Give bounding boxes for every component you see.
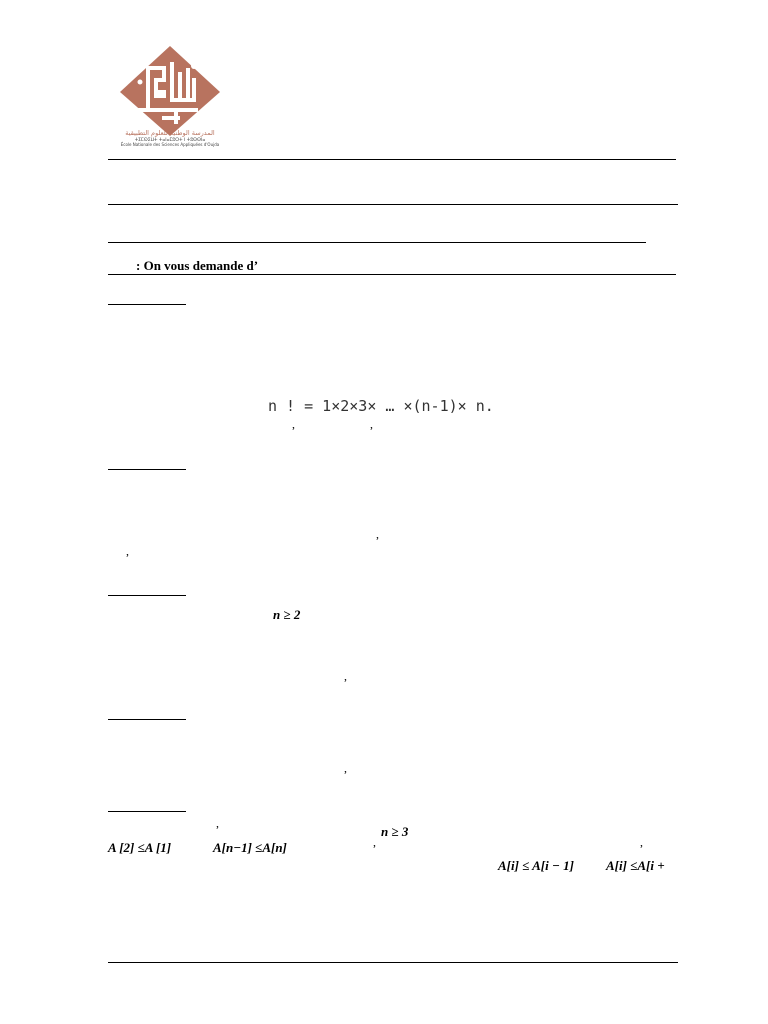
exercise-4-heading-underline	[108, 719, 186, 720]
school-logo	[108, 44, 232, 148]
comma-mark: ,	[126, 544, 129, 558]
instructions-underline	[108, 274, 676, 275]
math-n-ge-3: n ≥ 3	[381, 824, 409, 839]
logo-tifinagh-text: ⵜⵉⵎⵙⵉⵡⵜ ⵜⴰⵏⴰⵎⵓⵔⵜ ⵏ ⵜⵓⵙⵙⵏⴰ	[134, 138, 206, 143]
instructions-text: : On vous demande d’	[136, 258, 259, 273]
comma-mark: ,	[292, 417, 295, 431]
header-rule-2	[108, 204, 678, 205]
instructions-line	[136, 258, 258, 273]
comma-mark: ,	[640, 835, 643, 849]
math-ordering-start: A [2] ≤A [1]	[108, 840, 172, 855]
exercise-1-heading-underline	[108, 304, 186, 305]
exercise-3-heading-underline	[108, 595, 186, 596]
comma-mark: ,	[216, 816, 219, 830]
comma-mark: ,	[344, 669, 347, 683]
exercise-2-heading-underline	[108, 469, 186, 470]
footer-rule	[108, 962, 678, 963]
math-local-condition-right: A[i] ≤A[i +	[606, 858, 665, 873]
math-n-ge-2: n ≥ 2	[273, 607, 301, 622]
logo-french-text: École Nationale des Sciences Appliquées d'Oujda	[120, 142, 220, 147]
comma-mark: ,	[344, 761, 347, 775]
comma-mark: ,	[373, 835, 376, 849]
math-local-condition-left: A[i] ≤ A[i − 1]	[498, 858, 574, 873]
header-rule-1	[108, 159, 676, 160]
logo-arabic-text: المدرسة الوطنية للعلوم التطبيقية	[125, 129, 215, 137]
exercise-5-heading-underline	[108, 811, 186, 812]
header-rule-3	[108, 242, 646, 243]
math-ordering-end: A[n−1] ≤A[n]	[213, 840, 287, 855]
comma-mark: ,	[370, 417, 373, 431]
factorial-formula: n ! = 1×2×3× … ×(n-1)× n.	[268, 397, 494, 415]
comma-mark: ,	[376, 527, 379, 541]
